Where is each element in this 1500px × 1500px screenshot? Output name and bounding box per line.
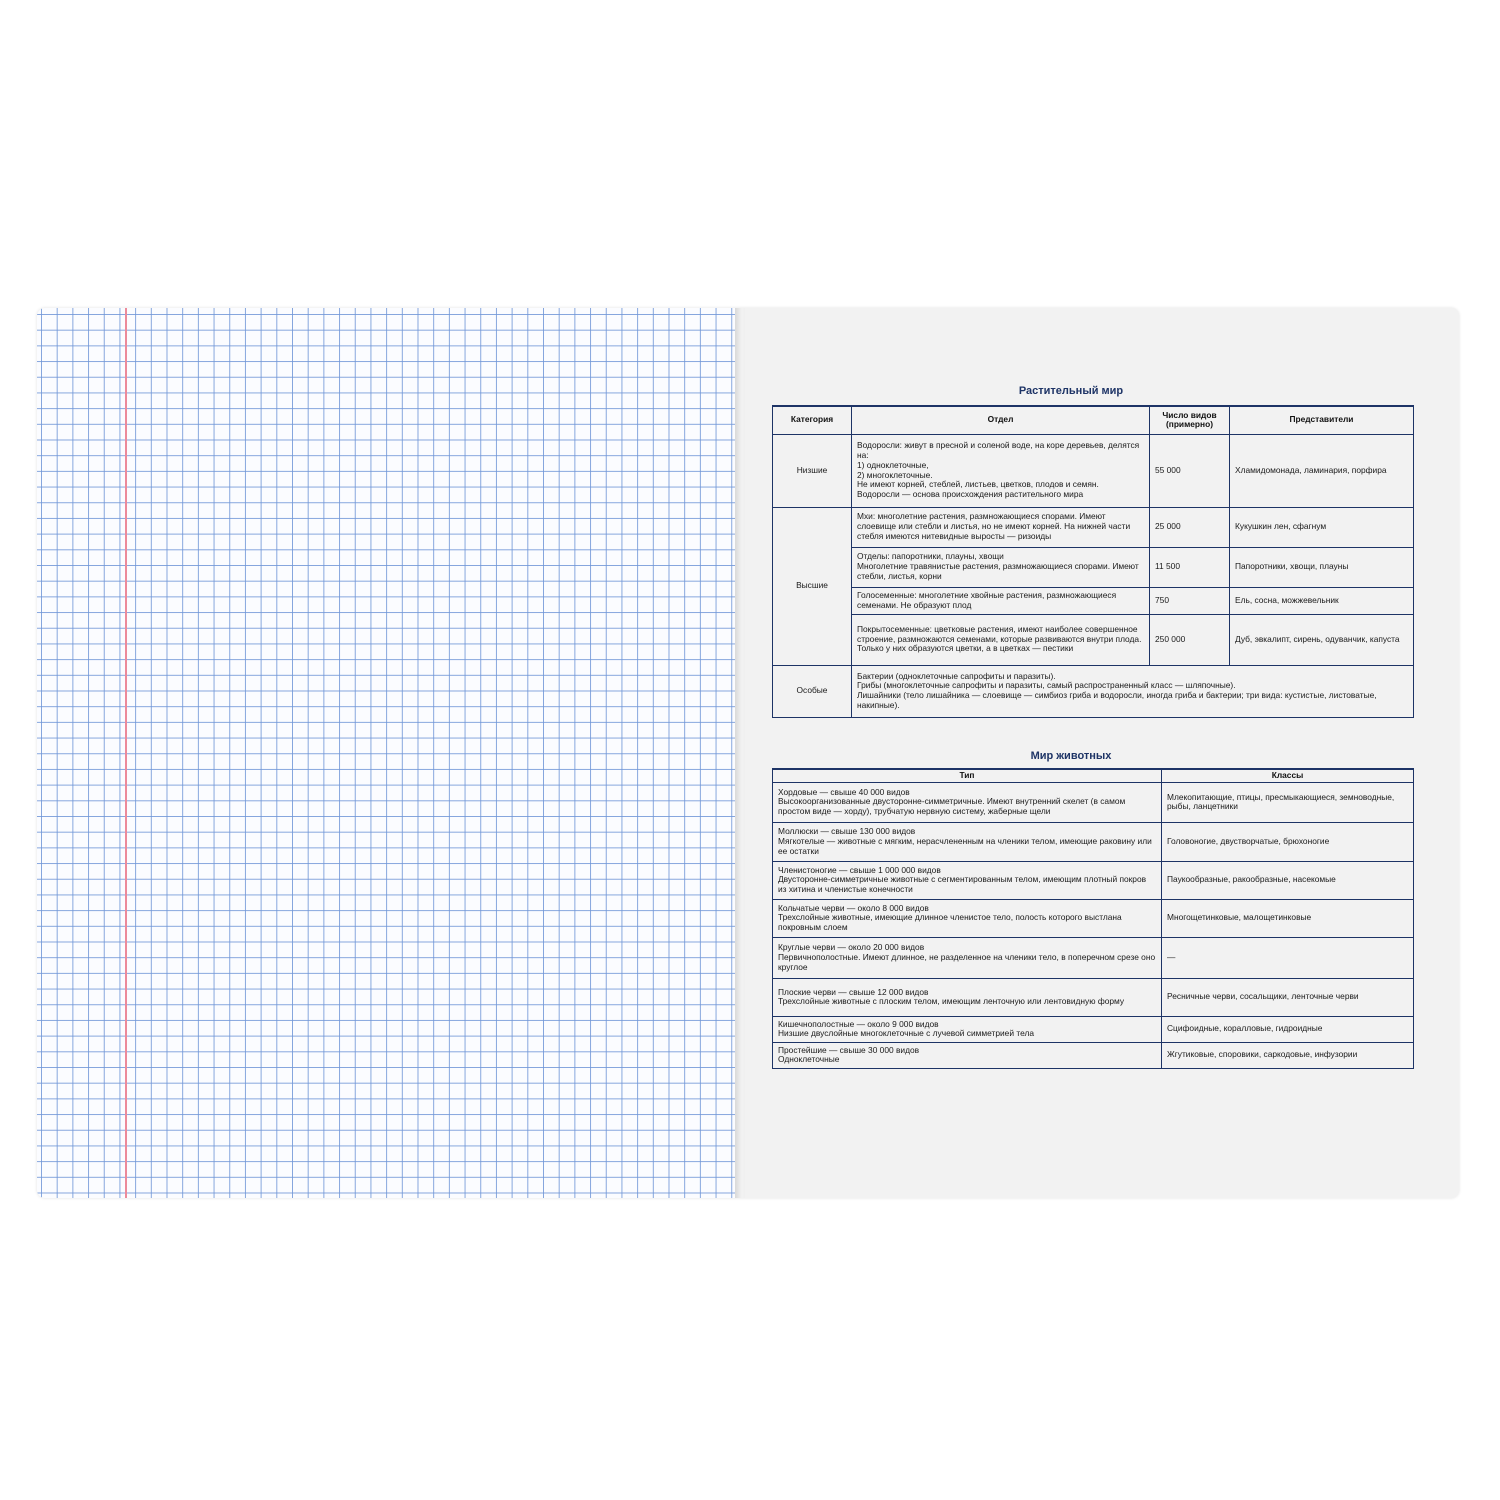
- animal-row: [773, 822, 1414, 861]
- type-cell: [773, 1016, 1162, 1042]
- category-special: Особые: [773, 665, 852, 717]
- type-description: Первичнополостные. Имеют длинное, не разделенное на членики тело, в поперечном срезе оно круглое: [778, 951, 1156, 972]
- notebook-spine: [735, 308, 745, 1198]
- header-classes: Классы: [1162, 769, 1414, 782]
- plant-row: [773, 507, 1414, 547]
- division-line: 2) многоклеточные.: [857, 469, 933, 480]
- animal-row: [773, 782, 1414, 822]
- type-cell: [773, 937, 1162, 978]
- type-description: Трехслойные животные, имеющие длинное членистое тело, полость которого выстлана покровным слоем: [778, 912, 1122, 933]
- type-name: Хордовые — свыше 40 000 видов: [778, 786, 910, 797]
- division-line: Покрытосеменные: цветковые растения, имеют наиболее совершенное строение, размножаются семенами, которые развиваются внутри плода.: [857, 623, 1142, 644]
- plants-title: Растительный мир: [1018, 385, 1124, 397]
- type-name: Простейшие — свыше 30 000 видов: [778, 1044, 920, 1055]
- plant-row: [773, 587, 1414, 614]
- division-line: Водоросли — основа происхождения растительного мира: [857, 489, 1084, 499]
- division-line: Многолетние травянистые растения, размножающиеся спорами. Имеют стебли, листья, корни: [857, 561, 1139, 581]
- type-name: Плоские черви — свыше 12 000 видов: [778, 986, 929, 997]
- classes-cell: Многощетинковые, малощетинковые: [1162, 899, 1414, 937]
- type-description: Одноклеточные: [778, 1054, 840, 1065]
- type-name: Моллюски — свыше 130 000 видов: [778, 826, 916, 837]
- type-cell: [773, 822, 1162, 861]
- animal-row: [773, 1016, 1414, 1042]
- species-count: 250 000: [1150, 614, 1230, 665]
- animal-row: [773, 978, 1414, 1016]
- special-line: Лишайники (тело лишайника — слоевище — симбиоз гриба и водоросли, иногда гриба и бактерии; три вида: кустистые, листоватые, накипные).: [857, 690, 1377, 710]
- animal-row: [773, 899, 1414, 937]
- special-cell: [852, 665, 1414, 717]
- classes-cell: Млекопитающие, птицы, пресмыкающиеся, земноводные, рыбы, ланцетники: [1162, 782, 1414, 822]
- notebook-spread: [37, 308, 1459, 1198]
- type-name: Членистоногие — свыше 1 000 000 видов: [778, 864, 941, 875]
- division-line: Водоросли: живут в пресной и соленой воде, на коре деревьев, делятся на:: [857, 440, 1140, 460]
- division-cell: [852, 587, 1150, 614]
- header-category: Категория: [773, 406, 852, 434]
- plants-table: [772, 405, 1414, 718]
- animals-title: Мир животных: [1030, 750, 1112, 762]
- type-cell: [773, 978, 1162, 1016]
- classes-cell: Жгутиковые, споровики, саркодовые, инфузории: [1162, 1042, 1414, 1068]
- representatives: Папоротники, хвощи, плауны: [1230, 547, 1414, 587]
- species-count: 11 500: [1150, 547, 1230, 587]
- grid-paper-page: [37, 308, 735, 1198]
- plant-row: [773, 434, 1414, 507]
- classes-cell: Паукообразные, ракообразные, насекомые: [1162, 861, 1414, 899]
- classes-cell: Ресничные черви, сосальщики, ленточные черви: [1162, 978, 1414, 1016]
- type-description: Высокоорганизованные двусторонне-симметричные. Имеют внутренний скелет (в самом простом виде — хорду), трубчатую нервную систему, жаберные щели: [778, 796, 1126, 817]
- division-line: 1) одноклеточные,: [857, 459, 929, 470]
- header-species-count: Число видов (примерно): [1150, 406, 1230, 434]
- type-description: Мягкотелые — животные с мягким, нерасчлененным на членики телом, имеющие раковину или ее остатки: [778, 835, 1152, 856]
- division-cell: [852, 434, 1150, 507]
- type-name: Кишечнополостные — около 9 000 видов: [778, 1018, 939, 1029]
- type-cell: [773, 1042, 1162, 1068]
- plant-row: [773, 614, 1414, 665]
- representatives: Ель, сосна, можжевельник: [1230, 587, 1414, 614]
- special-line: Грибы (многоклеточные сапрофиты и паразиты, самый распространенный класс — шляпочные).: [857, 680, 1236, 691]
- division-line: Не имеют корней, стеблей, листьев, цветков, плодов и семян.: [857, 479, 1099, 490]
- representatives: Кукушкин лен, сфагнум: [1230, 507, 1414, 547]
- division-line: Голосеменные: многолетние хвойные растения, размножающиеся семенами. Не образуют плод: [857, 589, 1117, 610]
- type-name: Кольчатые черви — около 8 000 видов: [778, 902, 929, 913]
- classes-cell: Сцифоидные, коралловые, гидроидные: [1162, 1016, 1414, 1042]
- animal-row: [773, 1042, 1414, 1068]
- category-higher: Высшие: [773, 507, 852, 665]
- type-cell: [773, 899, 1162, 937]
- header-representatives: Представители: [1230, 406, 1414, 434]
- type-cell: [773, 782, 1162, 822]
- representatives: Дуб, эвкалипт, сирень, одуванчик, капуста: [1230, 614, 1414, 665]
- special-line: Бактерии (одноклеточные сапрофиты и паразиты).: [857, 670, 1056, 681]
- division-line: Только у них образуются цветки, а в цветках — пестики: [857, 643, 1074, 654]
- animals-header-row: [773, 769, 1414, 782]
- division-cell: [852, 614, 1150, 665]
- plants-header-row: [773, 406, 1414, 434]
- category-lower: Низшие: [773, 434, 852, 507]
- species-count: 55 000: [1150, 434, 1230, 507]
- classes-cell: —: [1162, 937, 1414, 978]
- division-line: Мхи: многолетние растения, размножающиеся спорами. Имеют слоевище или стебли и листья, но не имеют корней. На нижней части стебля имеются нитевидные выросты — ризоиды: [857, 511, 1131, 541]
- plant-row: [773, 547, 1414, 587]
- animal-row: [773, 937, 1414, 978]
- species-count: 25 000: [1150, 507, 1230, 547]
- type-description: Низшие двуслойные многоклеточные с лучевой симметрией тела: [778, 1028, 1035, 1039]
- animals-table: [772, 768, 1414, 1069]
- margin-line: [125, 308, 127, 1198]
- division-cell: [852, 547, 1150, 587]
- type-description: Трехслойные животные с плоским телом, имеющим ленточную или лентовидную форму: [778, 996, 1125, 1007]
- type-name: Круглые черви — около 20 000 видов: [778, 942, 925, 953]
- species-count: 750: [1150, 587, 1230, 614]
- type-description: Двусторонне-симметричные животные с сегментированным телом, имеющим плотный покров из хитина и членистые конечности: [778, 874, 1147, 895]
- header-division: Отдел: [852, 406, 1150, 434]
- representatives: Хламидомонада, ламинария, порфира: [1230, 434, 1414, 507]
- classes-cell: Головоногие, двустворчатые, брюхоногие: [1162, 822, 1414, 861]
- division-cell: [852, 507, 1150, 547]
- header-type: Тип: [773, 769, 1162, 782]
- reference-page: [745, 308, 1459, 1198]
- division-line: Отделы: папоротники, плауны, хвощи: [857, 551, 1004, 562]
- animal-row: [773, 861, 1414, 899]
- type-cell: [773, 861, 1162, 899]
- plant-row-special: [773, 665, 1414, 717]
